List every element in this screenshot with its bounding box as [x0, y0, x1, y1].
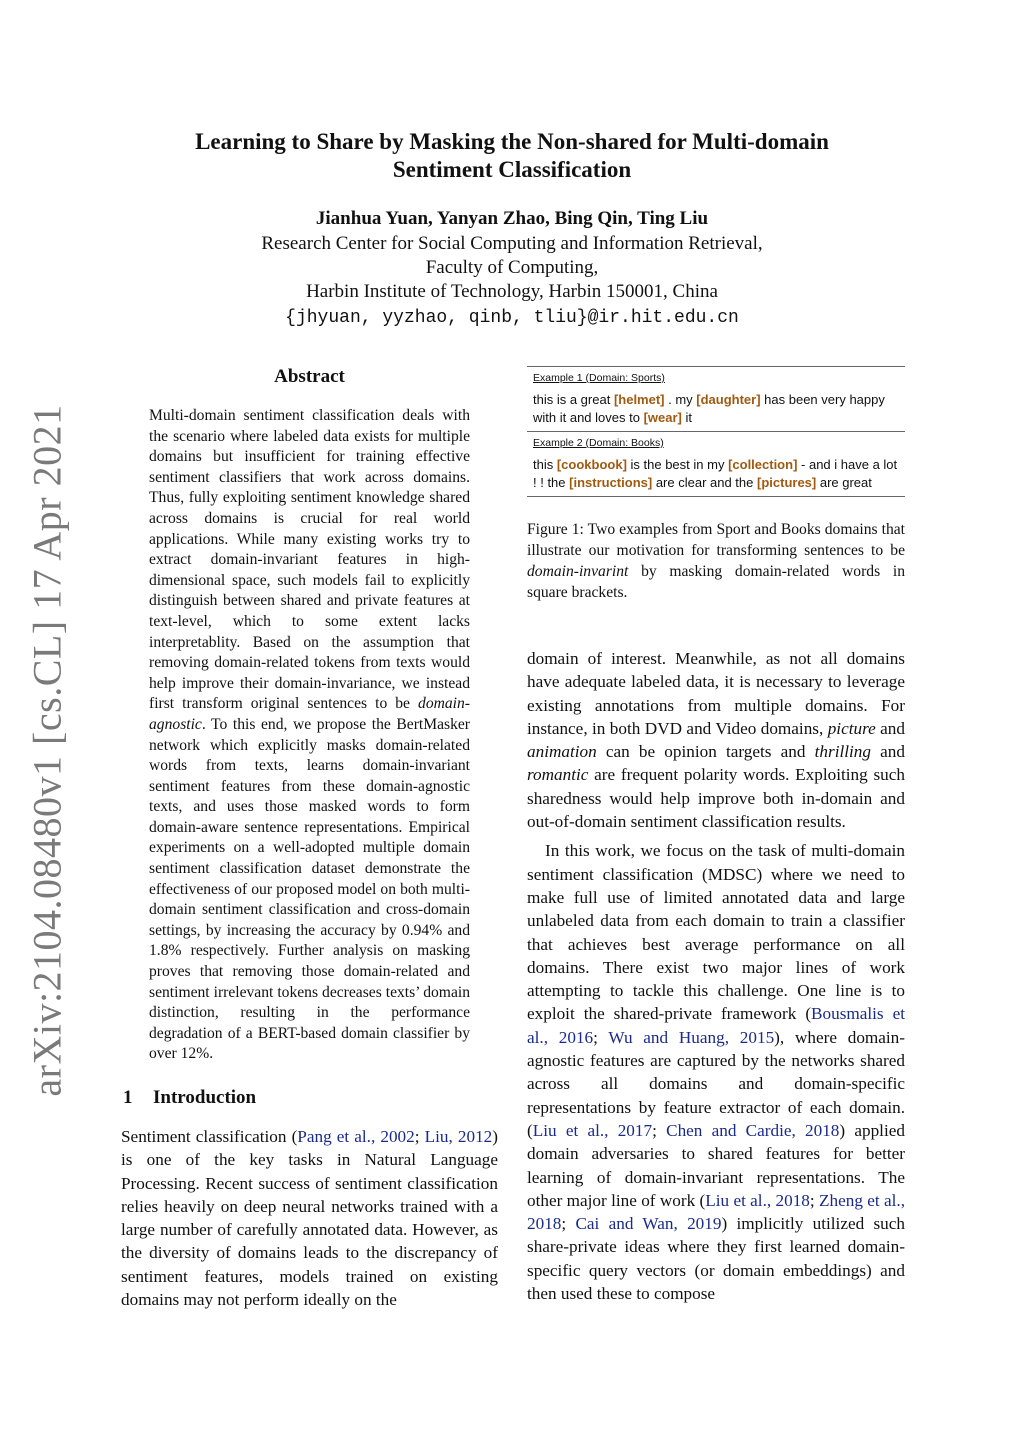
right-column [527, 364, 905, 1305]
right-body-text [527, 647, 905, 1305]
author-emails: {jhyuan, yyzhao, qinb, tliu}@ir.hit.edu.cn [285, 308, 739, 328]
figure-example-1 [527, 367, 905, 431]
masked-word: [instructions] [569, 475, 653, 490]
intro-sep: ; [414, 1127, 425, 1146]
citation-link[interactable]: Cai and Wan, 2019 [575, 1214, 722, 1234]
abstract-body [121, 406, 498, 1065]
left-column [121, 364, 498, 1311]
example-fragment: is the best in my [626, 457, 729, 472]
intro-paragraph [121, 1125, 498, 1311]
italic-term: romantic [527, 765, 589, 785]
title-line-1: Learning to Share by Masking the Non-shared for Multi-domain [195, 129, 829, 154]
text: ), where domain-agnostic features are captured by the networks shared across all domains and domain-specific representations by feature extractor of each domain. ( [527, 1027, 906, 1140]
italic-term: animation [527, 742, 597, 762]
citation-link[interactable]: Wu and Huang, 2015 [608, 1027, 775, 1047]
example-label: Example 1 (Domain: Sports) [533, 372, 665, 384]
masked-word: [cookbook] [556, 457, 627, 472]
title-line-2: Sentiment Classification [392, 157, 632, 182]
paragraph [527, 647, 905, 833]
affiliation-line-3: Harbin Institute of Technology, Harbin 150001, China [306, 281, 718, 302]
citation-link[interactable]: Chen and Cardie, 2018 [666, 1120, 840, 1140]
caption-italic: domain-invarint [527, 563, 629, 580]
citation-link[interactable]: Liu et al., 2018 [705, 1190, 810, 1210]
masked-word: [collection] [728, 457, 798, 472]
example-fragment: are clear and the [652, 475, 757, 490]
example-fragment: this is a great [533, 392, 614, 407]
example-fragment: are great [816, 475, 872, 490]
citation-link[interactable]: Liu et al., 2017 [532, 1120, 653, 1140]
example-fragment: this [533, 457, 557, 472]
example-fragment: - and i have a lot ! ! the [533, 457, 898, 490]
citation-link[interactable]: Pang et al., 2002 [297, 1127, 415, 1146]
masked-word: [helmet] [613, 392, 665, 407]
text: ; [593, 1027, 609, 1047]
author-names: Jianhua Yuan, Yanyan Zhao, Bing Qin, Ting Liu [315, 208, 709, 229]
section-heading-introduction [123, 1087, 498, 1109]
example-fragment: . my [664, 392, 697, 407]
abstract-text-2: . To this end, we propose the BertMasker network which explicitly masks domain-related words from texts, learns domain-invariant sentiment features from these domain-agnostic texts, and uses those masked words to form domain-aware sentence representations. Empirical experiments on a well-adopted multiple domain sentiment classification dataset demonstrate the effectiveness of our proposed model on both multi-domain sentiment classification and cross-domain settings, by increasing the accuracy by 0.94% and 1.8% respectively. Further analysis on masking proves that removing those domain-related and sentiment irrelevant tokens decreases texts’ domain distinction, resulting in the performance degradation of a BERT-based domain classifier by over 12%. [149, 715, 470, 1063]
section-title: Introduction [153, 1087, 257, 1108]
citation-link[interactable]: Zheng et al., 2018 [527, 1190, 905, 1234]
abstract-text-1: Multi-domain sentiment classification deals with the scenario where labeled data exists for multiple domains but insufficient for training effective sentiment classifiers that work across domains. Thus, fully exploiting sentiment knowledge shared across domains is crucial for real world applications. While many existing works try to extract domain-invariant features in high-dimensional space, such models fail to explicitly distinguish between shared and private features at text-level, which to some extent lacks interpretablity. Based on the assumption that removing domain-related tokens from texts would help improve their domain-invariance, we instead first transform original sentences to be [149, 407, 470, 713]
masked-word: [pictures] [757, 475, 817, 490]
example-fragment: has been very happy with it and loves to [533, 392, 885, 425]
figure-1 [527, 366, 905, 497]
masked-word: [wear] [643, 410, 682, 425]
citation-link[interactable]: Liu, 2012 [424, 1127, 493, 1146]
figure-caption [527, 519, 905, 603]
arxiv-id: arXiv:2104.08480v1 [cs.CL] 17 Apr 2021 [24, 403, 70, 1097]
citation-link[interactable]: Bousmalis et al., 2016 [527, 1004, 905, 1047]
intro-text: Sentiment classification ( [121, 1127, 298, 1146]
example-text [533, 456, 901, 492]
text: domain of interest. Meanwhile, as not all domains have adequate labeled data, it is necessary to leverage existing annotations from multiple domains. For instance, in both DVD and Video domains, [527, 649, 905, 738]
paper-title [120, 128, 904, 184]
text: ) applied domain adversaries to shared features for better learning of domain-invariant representations. The other major line of work ( [527, 1120, 905, 1210]
masked-word: [daughter] [696, 392, 761, 407]
text: can be opinion targets and [596, 742, 815, 762]
text: and [871, 742, 905, 762]
section-number: 1 [123, 1087, 133, 1108]
text: In this work, we focus on the task of multi-domain sentiment classification (MDSC) where we need to make full use of limited annotated data and large unlabeled data from each domain to train a classifier that achieves best average performance on all domains. There exist two major lines of work attempting to tackle this challenge. One line is to exploit the shared-private framework ( [527, 841, 905, 1024]
text: ; [561, 1214, 576, 1234]
text: are frequent polarity words. Exploiting such sharedness would help improve both in-domain and out-of-domain sentiment classification results. [527, 765, 905, 832]
paragraph [527, 839, 905, 1305]
italic-term: picture [827, 718, 876, 738]
italic-term: thrilling [814, 742, 871, 762]
caption-text: Figure 1: Two examples from Sport and Books domains that illustrate our motivation for transforming sentences to be [527, 521, 905, 559]
text: ; [652, 1120, 667, 1140]
example-text [533, 391, 901, 427]
text: and [875, 718, 905, 738]
intro-text: ) is one of the key tasks in Natural Language Processing. Recent success of sentiment classification relies heavily on deep neural networks trained with a large number of carefully annotated data. However, as the diversity of domains leads to the discrepancy of sentiment features, models trained on existing domains may not perform ideally on the [121, 1127, 498, 1310]
arxiv-stamp [10, 403, 84, 1097]
example-fragment: it [681, 410, 692, 425]
figure-example-2 [527, 431, 905, 496]
abstract-heading: Abstract [274, 366, 345, 387]
affiliation-line-2: Faculty of Computing, [425, 257, 599, 278]
caption-text: by masking domain-related words in square brackets. [527, 563, 905, 601]
text: ) implicitly utilized such share-private ideas where they first learned domain-specific query vectors (or domain embeddings) and then used these to compose [527, 1214, 905, 1304]
example-label: Example 2 (Domain: Books) [533, 437, 664, 449]
text: ; [809, 1190, 820, 1210]
author-block [120, 206, 904, 331]
abstract-italic: domain-agnostic [149, 695, 470, 733]
affiliation-line-1: Research Center for Social Computing and Information Retrieval, [261, 233, 763, 254]
